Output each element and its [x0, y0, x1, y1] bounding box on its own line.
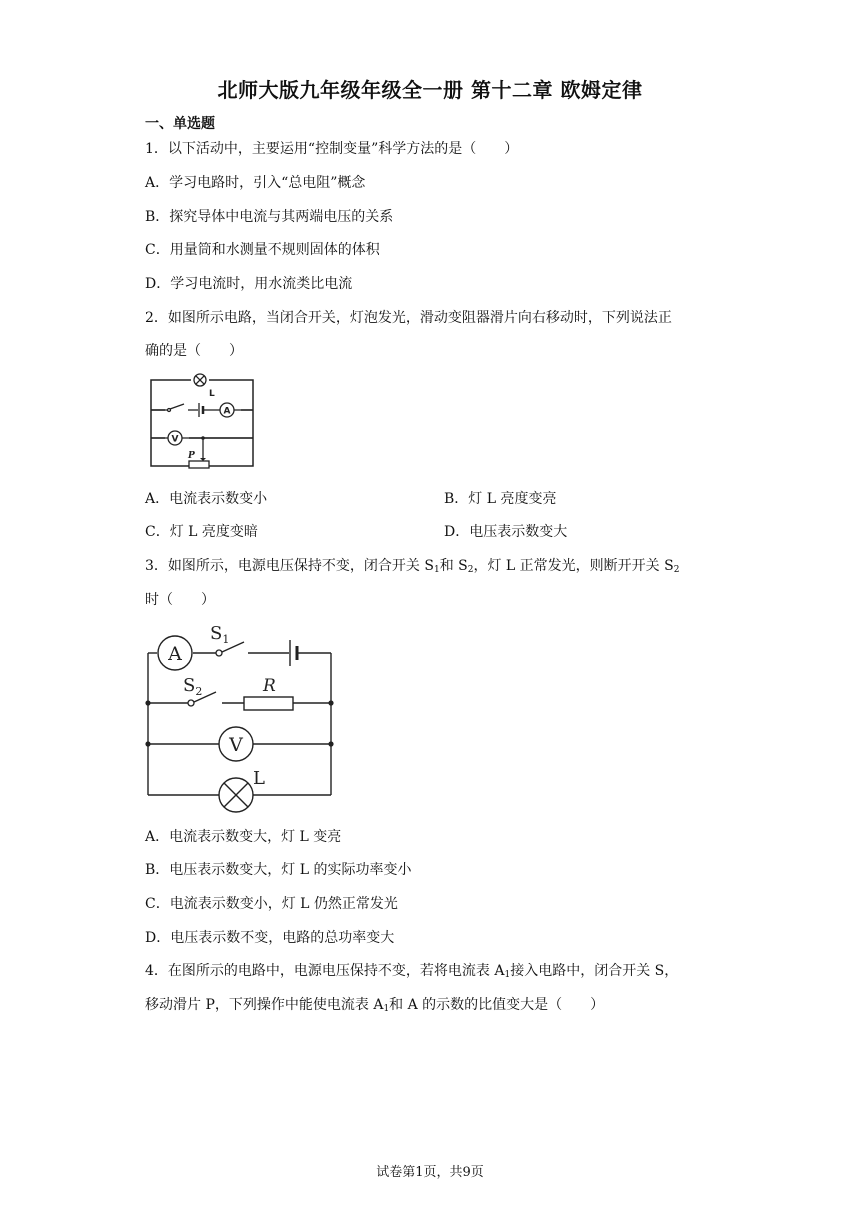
q3-s1-label: $S_1$ [210, 623, 230, 646]
q3-stem-line1: 3．如图所示，电源电压保持不变，闭合开关 $S_1$和 $S_2$，灯 L 正常发光，则断开开关 $S_2$ [145, 558, 680, 575]
page-footer: 试卷第1页，共9页 [376, 1165, 484, 1180]
q3-voltmeter-label: V [229, 734, 243, 756]
q1-option-d: D．学习电流时，用水流类比电流 [145, 276, 353, 292]
q3-option-d: D．电压表示数不变，电路的总功率变大 [145, 930, 395, 946]
q2-ammeter-label: A [223, 406, 231, 417]
q2-option-b: B．灯 L 亮度变亮 [444, 491, 557, 507]
q1-option-a: A．学习电路时，引入“总电阻”概念 [145, 175, 366, 191]
q2-option-d: D．电压表示数变大 [444, 524, 568, 540]
q2-option-c: C．灯 L 亮度变暗 [145, 524, 258, 540]
section-heading: 一、单选题 [145, 116, 215, 132]
q3-ammeter-label: A [168, 643, 182, 665]
q1-option-b: B．探究导体中电流与其两端电压的关系 [145, 209, 394, 225]
q1-stem: 1．以下活动中，主要运用“控制变量”科学方法的是（ ） [145, 141, 519, 157]
q2-option-a: A．电流表示数变小 [145, 491, 268, 507]
q2-stem-line1: 2．如图所示电路，当闭合开关，灯泡发光，滑动变阻器滑片向右移动时，下列说法正 [145, 310, 672, 326]
q2-lamp-label: L [209, 389, 215, 399]
q3-stem-line2: 时（ ） [145, 592, 215, 608]
q3-lamp-symbol [219, 778, 253, 812]
q3-lamp-label: L [253, 768, 265, 789]
lamp-symbol [194, 374, 206, 386]
q2-slider-label: P [188, 451, 195, 461]
q3-option-a: A．电流表示数变大，灯 L 变亮 [145, 829, 342, 845]
q4-stem-line1: 4．在图所示的电路中，电源电压保持不变，若将电流表 $A_1$接入电路中，闭合开关 S， [145, 963, 679, 980]
rheostat-symbol [189, 461, 209, 468]
q3-option-b: B．电压表示数变大，灯 L 的实际功率变小 [145, 862, 412, 878]
q2-circuit-diagram [145, 372, 260, 474]
q2-voltmeter-label: V [171, 434, 179, 445]
q3-circuit-diagram [140, 620, 340, 816]
q3-option-c: C．电流表示数变小，灯 L 仍然正常发光 [145, 896, 398, 912]
q3-resistor-label: R [263, 676, 276, 696]
q1-option-c: C．用量筒和水测量不规则固体的体积 [145, 242, 380, 258]
page-title: 北师大版九年级年级全一册 第十二章 欧姆定律 [217, 78, 643, 102]
q4-stem-line2: 移动滑片 P，下列操作中能使电流表 $A_1$和 A 的示数的比值变大是（ ） [145, 997, 605, 1014]
resistor-symbol [244, 697, 293, 710]
q2-stem-line2: 确的是（ ） [145, 343, 243, 359]
q3-s2-label: $S_2$ [183, 675, 203, 698]
